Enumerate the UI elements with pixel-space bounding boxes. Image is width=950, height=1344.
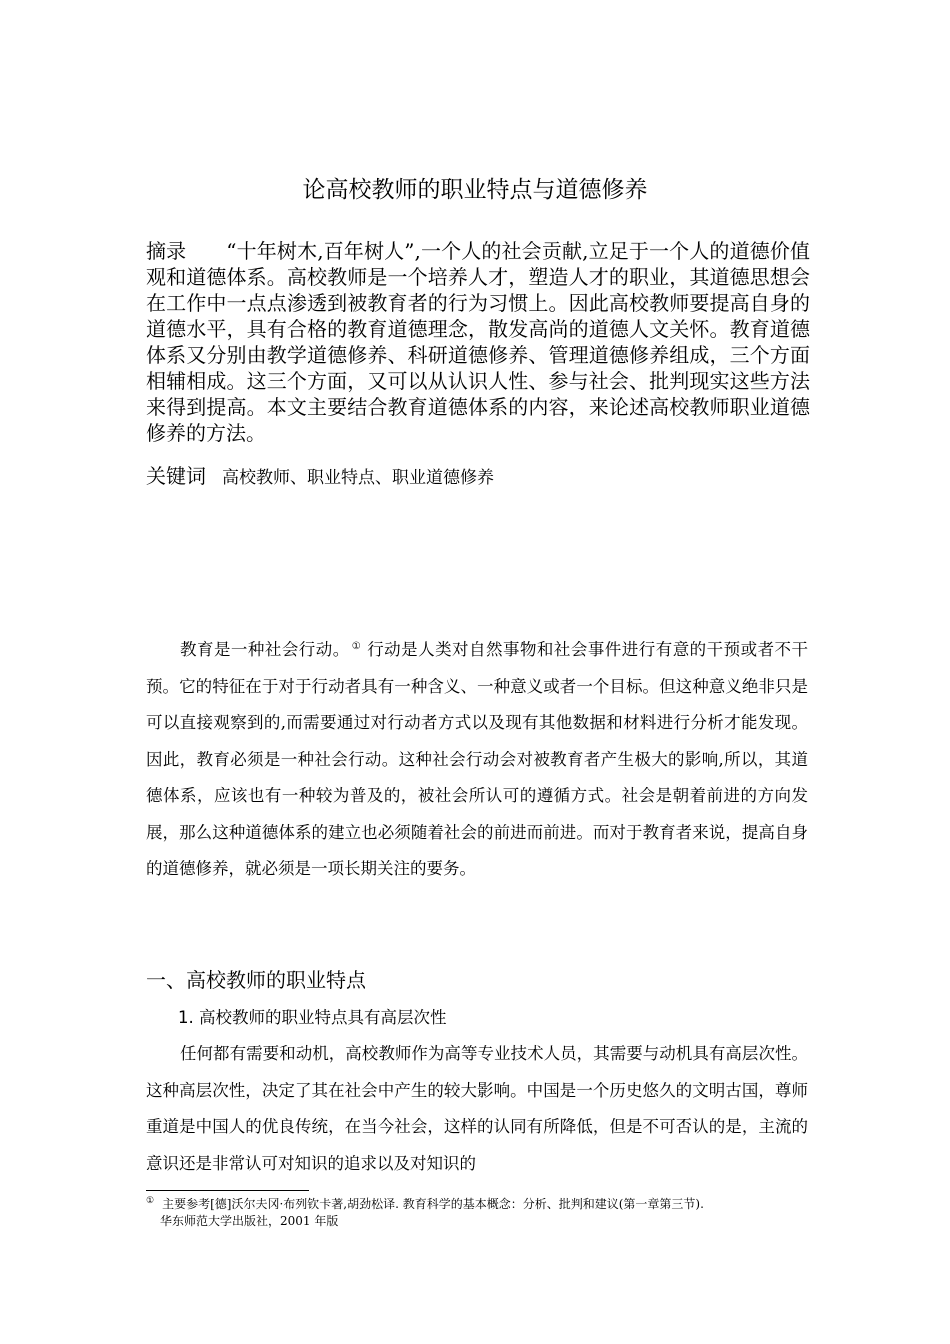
- section-heading: 一、高校教师的职业特点: [146, 968, 366, 992]
- intro-paragraph: [146, 632, 808, 888]
- document-title: 论高校教师的职业特点与道德修养: [302, 177, 648, 203]
- keywords-text: 高校教师、职业特点、职业道德修养: [222, 468, 494, 488]
- intro-text-rest: 行动是人类对自然事物和社会事件进行有意的干预或者不干预。它的特征在于对于行动者具有一种含义、一种意义或者一个目标。但这种意义绝非只是可以直接观察到的,而需要通过对行动者方式以及现有其他数据和材料进行分析才能发现。因此，教育必须是一种社会行动。这种社会行动会对被教育者产生极大的影响,所以，其道德体系，应该也有一种较为普及的，被社会所认可的遵循方式。社会是朝着前进的方向发展，那么这种道德体系的建立也必须随着社会的前进而前进。而对于教育者来说，提高自身的道德修养，就必须是一项长期关注的要务。: [146, 640, 809, 878]
- footnote: [146, 1196, 816, 1230]
- footnote-separator: [146, 1190, 309, 1191]
- abstract-block: [146, 238, 810, 446]
- intro-text-start: 教育是一种社会行动。: [180, 640, 350, 659]
- subsection-heading: 1. 高校教师的职业特点具有高层次性: [178, 1008, 447, 1027]
- section-paragraph: 任何都有需要和动机，高校教师作为高等专业技术人员，其需要与动机具有高层次性。这种高层次性，决定了其在社会中产生的较大影响。中国是一个历史悠久的文明古国，尊师重道是中国人的优良传统，在当今社会，这样的认同有所降低，但是不可否认的是，主流的意识还是非常认可对知识的追求以及对知识的: [146, 1044, 808, 1173]
- footnote-reference[interactable]: ①: [351, 640, 362, 652]
- abstract-label: 摘录: [146, 239, 187, 263]
- keywords-block: [146, 461, 810, 493]
- footnote-line-2: 华东师范大学出版社，2001 年版: [160, 1214, 339, 1228]
- keywords-label: 关键词: [146, 464, 206, 488]
- footnote-mark: ①: [146, 1196, 155, 1206]
- abstract-text: “十年树木,百年树人”,一个人的社会贡献,立足于一个人的道德价值观和道德体系。高校教师是一个培养人才，塑造人才的职业，其道德思想会在工作中一点点渗透到被教育者的行为习惯上。因此高校教师要提高自身的道德水平，具有合格的教育道德理念，散发高尚的道德人文关怀。教育道德体系又分别由教学道德修养、科研道德修养、管理道德修养组成，三个方面相辅相成。这三个方面，又可以从认识人性、参与社会、批判现实这些方法来得到提高。本文主要结合教育道德体系的内容，来论述高校教师职业道德修养的方法。: [146, 239, 810, 445]
- footnote-line-1: 主要参考[德]沃尔夫冈·布列钦卡著,胡劲松译. 教育科学的基本概念：分析、批判和建议(第一章第三节).: [162, 1197, 704, 1211]
